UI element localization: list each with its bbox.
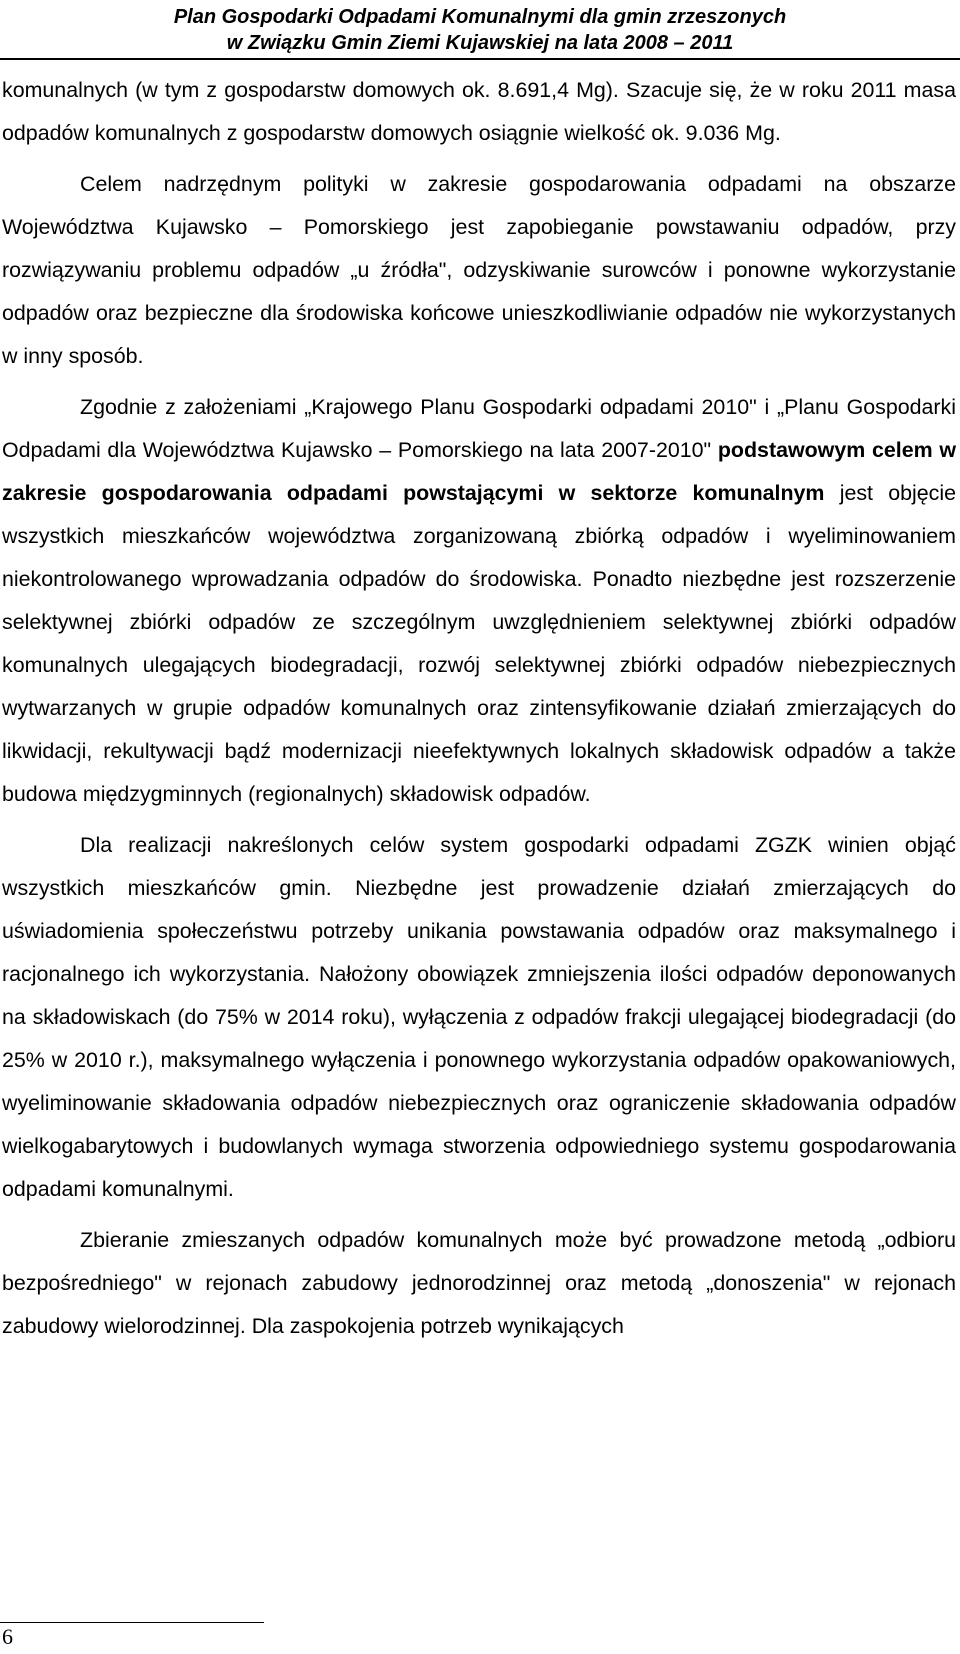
header-title-line-2: w Związku Gmin Ziemi Kujawskiej na lata 2008 – 2011 xyxy=(226,32,734,54)
header-divider xyxy=(0,58,960,60)
paragraph-national-plan-intro: Zgodnie z założeniami „Krajowego Planu Gospodarki odpadami 2010" i „Planu Gospodarki Odpadami dla Województwa Kujawsko – Pomorskiego na lata 2007-2010" xyxy=(2,395,956,462)
paragraph-national-plan-emphasis: podstawowym celem w zakresie gospodarowania odpadami powstającymi w sektorze komunalnym xyxy=(2,438,956,505)
page-number: 6 xyxy=(2,1624,13,1649)
paragraph-national-plan xyxy=(2,386,956,816)
paragraph-policy-goal: Celem nadrzędnym polityki w zakresie gospodarowania odpadami na obszarze Województwa Kujawsko – Pomorskiego jest zapobieganie powstawaniu odpadów, przy rozwiązywaniu problemu odpadów „u źródła", odzyskiwanie surowców i ponowne wykorzystanie odpadów oraz bezpieczne dla środowiska końcowe unieszkodliwianie odpadów nie wykorzystanych w inny sposób. xyxy=(2,172,956,368)
body-text xyxy=(2,69,956,1356)
footer-divider xyxy=(0,1622,264,1623)
paragraph-collection-methods: Zbieranie zmieszanych odpadów komunalnych może być prowadzone metodą „odbioru bezpośredniego" w rejonach zabudowy jednorodzinnej oraz metodą „donoszenia" w rejonach zabudowy wielorodzinnej. Dla zaspokojenia potrzeb wynikających xyxy=(2,1228,956,1338)
paragraph-national-plan-rest: jest objęcie wszystkich mieszkańców województwa zorganizowaną zbiórką odpadów i wyeliminowaniem niekontrolowanego wprowadzania odpadów do środowiska. Ponadto niezbędne jest rozszerzenie selektywnej zbiórki odpadów ze szczególnym uwzględnieniem selektywnej zbiórki odpadów komunalnych ulegających biodegradacji, rozwój selektywnej zbiórki odpadów niebezpiecznych wytwarzanych w grupie odpadów komunalnych oraz zintensyfikowanie działań zmierzających do likwidacji, rekultywacji bądź modernizacji nieefektywnych lokalnych składowisk odpadów a także budowa międzygminnych (regionalnych) składowisk odpadów. xyxy=(2,481,957,806)
running-header xyxy=(0,4,960,56)
paragraph-system-requirements: Dla realizacji nakreślonych celów system gospodarki odpadami ZGZK winien objąć wszystkich mieszkańców gmin. Niezbędne jest prowadzenie działań zmierzających do uświadomienia społeczeństwu potrzeby unikania powstawania odpadów oraz maksymalnego i racjonalnego ich wykorzystania. Nałożony obowiązek zmniejszenia ilości odpadów deponowanych na składowiskach (do 75% w 2014 roku), wyłączenia z odpadów frakcji ulegającej biodegradacji (do 25% w 2010 r.), maksymalnego wyłączenia i ponownego wykorzystania odpadów opakowaniowych, wyeliminowanie składowania odpadów niebezpiecznych oraz ograniczenie składowania odpadów wielkogabarytowych i budowlanych wymaga stworzenia odpowiedniego systemu gospodarowania odpadami komunalnymi. xyxy=(2,833,956,1201)
paragraph-continuation: komunalnych (w tym z gospodarstw domowych ok. 8.691,4 Mg). Szacuje się, że w roku 2011 masa odpadów komunalnych z gospodarstw domowych osiągnie wielkość ok. 9.036 Mg. xyxy=(2,78,956,145)
header-title-line-1: Plan Gospodarki Odpadami Komunalnymi dla gmin zrzeszonych xyxy=(173,6,787,28)
